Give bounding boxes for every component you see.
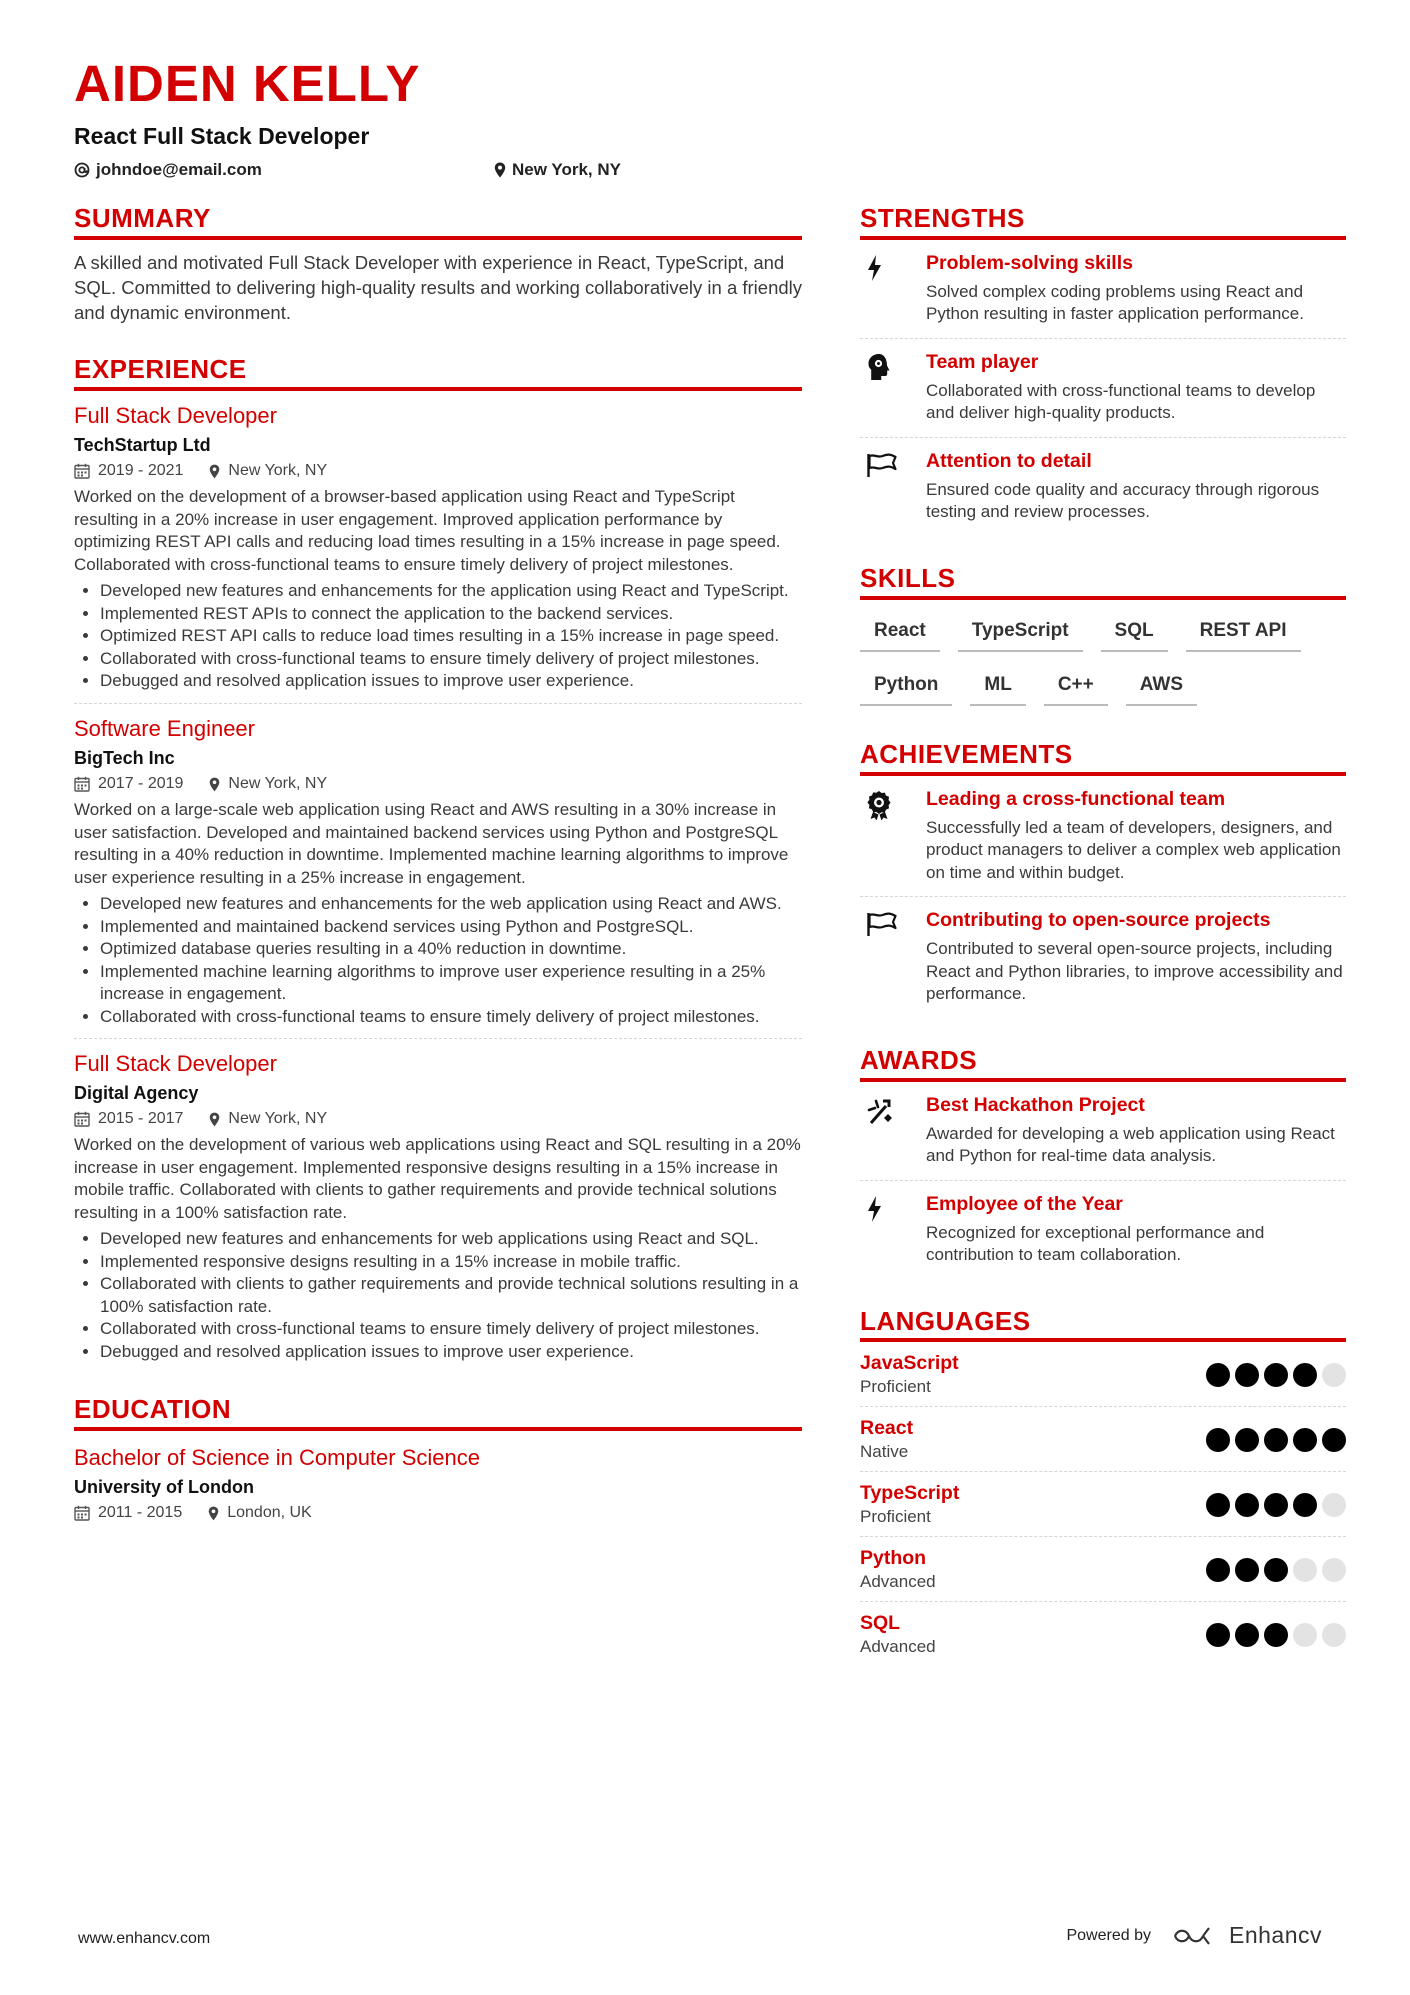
bullet-item: • Collaborated with cross-functional teams to ensure timely delivery of project milestones. xyxy=(100,648,802,671)
language-item xyxy=(860,1472,1346,1537)
strength-title: Team player xyxy=(926,350,1039,373)
education-dates: 2011 - 2015 xyxy=(98,1504,183,1522)
job-location: New York, NY xyxy=(228,1110,328,1128)
rating-dot-filled xyxy=(1264,1363,1288,1387)
candidate-role: React Full Stack Developer xyxy=(74,123,370,149)
bullet-item: • Collaborated with clients to gather requirements and provide technical solutions resulting in a 100% satisfaction rate. xyxy=(100,1273,802,1318)
school-name: University of London xyxy=(74,1477,254,1498)
awards-section xyxy=(860,1046,1346,1279)
language-level: Advanced xyxy=(860,1572,936,1592)
rating-dot-filled xyxy=(1235,1558,1259,1582)
job-description: Worked on a large-scale web application using React and AWS resulting in a 30% increase in user satisfaction. Developed and maintained backend services using Python and PostgreSQL resulting in a 40% reduction in downtime. Implemented machine learning algorithms to improve user experience resulting in a 25% increase in engagement. xyxy=(74,800,789,887)
language-level: Advanced xyxy=(860,1637,936,1657)
location-pin-icon xyxy=(209,1112,220,1127)
bullet-item: • Debugged and resolved application issues to improve user experience. xyxy=(100,1341,802,1364)
rating-dot-filled xyxy=(1235,1363,1259,1387)
email-text: johndoe@email.com xyxy=(96,160,262,179)
language-name: SQL xyxy=(860,1612,901,1635)
bullet-item: • Developed new features and enhancements for the application using React and TypeScript. xyxy=(100,580,802,603)
location-pin-icon xyxy=(209,777,220,792)
contact-location xyxy=(494,160,621,180)
education-heading: EDUCATION xyxy=(74,1395,802,1431)
strength-desc: Collaborated with cross-functional teams to develop and deliver high-quality products. xyxy=(926,380,1316,423)
strength-item xyxy=(860,438,1346,536)
language-item xyxy=(860,1342,1346,1407)
bullet-item: • Optimized database queries resulting in a 40% reduction in downtime. xyxy=(100,938,802,961)
contact-row xyxy=(74,160,1344,180)
bullet-item: • Implemented responsive designs resulting in a 15% increase in mobile traffic. xyxy=(100,1251,802,1274)
languages-section xyxy=(860,1307,1346,1667)
bullet-item: • Developed new features and enhancements for web applications using React and SQL. xyxy=(100,1228,802,1251)
job-description: Worked on the development of a browser-based application using React and TypeScript resulting in a 20% increase in user engagement. Improved application performance by optimizing REST API calls and reducing load times resulting in a 15% increase in page speed. Collaborated with cross-functional teams to ensure timely delivery of project milestones. xyxy=(74,487,781,574)
contact-email[interactable] xyxy=(74,160,494,180)
bullet-item: • Collaborated with cross-functional teams to ensure timely delivery of project milestones. xyxy=(100,1006,802,1029)
language-rating xyxy=(1206,1493,1346,1517)
education-location: London, UK xyxy=(227,1504,312,1522)
bullet-item: • Debugged and resolved application issues to improve user experience. xyxy=(100,670,802,693)
job-dates: 2017 - 2019 xyxy=(98,775,184,793)
award-title: Employee of the Year xyxy=(926,1192,1123,1215)
job-location: New York, NY xyxy=(228,775,328,793)
lightning-icon xyxy=(866,254,884,282)
achievement-desc: Successfully led a team of developers, designers, and product managers to deliver a complex web application on time and within budget. xyxy=(926,817,1341,882)
company-name: BigTech Inc xyxy=(74,748,175,769)
rating-dot-filled xyxy=(1293,1493,1317,1517)
target-icon xyxy=(866,1096,896,1126)
rating-dot-filled xyxy=(1264,1623,1288,1647)
enhancv-logo-icon xyxy=(1173,1924,1221,1948)
job-meta xyxy=(74,462,802,480)
rating-dot-filled xyxy=(1322,1428,1346,1452)
summary-heading: SUMMARY xyxy=(74,204,802,240)
award-item xyxy=(860,1181,1346,1279)
language-name: JavaScript xyxy=(860,1352,959,1375)
achievement-item xyxy=(860,776,1346,898)
language-level: Proficient xyxy=(860,1507,931,1527)
skill-tag: SQL xyxy=(1101,616,1168,652)
rating-dot-filled xyxy=(1235,1428,1259,1452)
skill-tag: ML xyxy=(970,670,1025,706)
skills-list xyxy=(860,616,1346,706)
award-item xyxy=(860,1082,1346,1181)
rating-dot-empty xyxy=(1322,1623,1346,1647)
language-level: Native xyxy=(860,1442,909,1462)
job-meta xyxy=(74,1110,802,1128)
rating-dot-filled xyxy=(1293,1363,1317,1387)
job-bullets xyxy=(74,580,802,693)
strengths-section xyxy=(860,204,1346,536)
right-column xyxy=(860,204,1346,1696)
flag-icon xyxy=(866,911,898,937)
rating-dot-empty xyxy=(1293,1558,1317,1582)
job-bullets xyxy=(74,1228,802,1363)
job-dates: 2015 - 2017 xyxy=(98,1110,184,1128)
job-description: Worked on the development of various web applications using React and SQL resulting in a 20% increase in user engagement. Implemented responsive designs resulting in a 15% increase in mobile traffic. Collaborated with clients to gather requirements and provide technical solutions resulting in a 100% satisfaction rate. xyxy=(74,1135,801,1222)
calendar-icon xyxy=(74,1111,90,1127)
skill-tag: REST API xyxy=(1186,616,1301,652)
brand-logo[interactable] xyxy=(1173,1922,1322,1949)
flag-icon xyxy=(866,452,898,478)
medal-icon xyxy=(866,790,892,820)
rating-dot-filled xyxy=(1206,1363,1230,1387)
education-meta xyxy=(74,1504,802,1522)
skills-section xyxy=(860,564,1346,706)
bullet-item: • Implemented machine learning algorithms to improve user experience resulting in a 25% increase in engagement. xyxy=(100,961,802,1006)
footer-website[interactable]: www.enhancv.com xyxy=(78,1930,211,1947)
rating-dot-filled xyxy=(1264,1493,1288,1517)
location-pin-icon xyxy=(494,162,506,178)
achievement-title: Leading a cross-functional team xyxy=(926,787,1226,810)
calendar-icon xyxy=(74,1505,90,1521)
experience-heading: EXPERIENCE xyxy=(74,355,802,391)
language-item xyxy=(860,1407,1346,1472)
rating-dot-filled xyxy=(1206,1558,1230,1582)
achievements-section xyxy=(860,740,1346,1018)
left-column xyxy=(74,204,802,1552)
language-item xyxy=(860,1602,1346,1666)
job-location: New York, NY xyxy=(228,462,328,480)
language-name: Python xyxy=(860,1547,927,1570)
experience-section xyxy=(74,355,802,1374)
footer-branding xyxy=(1066,1922,1322,1949)
powered-by-text: Powered by xyxy=(1066,1926,1151,1944)
strength-title: Attention to detail xyxy=(926,449,1092,472)
achievement-desc: Contributed to several open-source projects, including React and Python libraries, to improve accessibility and performance. xyxy=(926,939,1343,1004)
achievement-item xyxy=(860,897,1346,1018)
rating-dot-empty xyxy=(1322,1558,1346,1582)
language-name: React xyxy=(860,1417,914,1440)
skill-tag: C++ xyxy=(1044,670,1108,706)
company-name: Digital Agency xyxy=(74,1083,199,1104)
rating-dot-filled xyxy=(1206,1428,1230,1452)
experience-item xyxy=(74,391,802,704)
calendar-icon xyxy=(74,776,90,792)
lightning-icon xyxy=(866,1195,884,1223)
rating-dot-filled xyxy=(1264,1558,1288,1582)
strength-title: Problem-solving skills xyxy=(926,251,1133,274)
award-title: Best Hackathon Project xyxy=(926,1093,1145,1116)
location-text: New York, NY xyxy=(512,160,621,179)
education-section xyxy=(74,1395,802,1522)
degree-title: Bachelor of Science in Computer Science xyxy=(74,1445,480,1471)
summary-section xyxy=(74,204,802,325)
skills-heading: SKILLS xyxy=(860,564,1346,600)
at-sign-icon xyxy=(74,162,90,178)
bullet-item: • Collaborated with cross-functional teams to ensure timely delivery of project milestones. xyxy=(100,1318,802,1341)
rating-dot-empty xyxy=(1322,1363,1346,1387)
rating-dot-empty xyxy=(1293,1623,1317,1647)
location-pin-icon xyxy=(209,464,220,479)
award-desc: Recognized for exceptional performance and contribution to team collaboration. xyxy=(926,1222,1265,1265)
job-title: Full Stack Developer xyxy=(74,1051,277,1077)
strength-item xyxy=(860,240,1346,339)
skill-tag: TypeScript xyxy=(958,616,1083,652)
calendar-icon xyxy=(74,463,90,479)
job-title: Full Stack Developer xyxy=(74,402,277,428)
rating-dot-empty xyxy=(1322,1493,1346,1517)
job-title: Software Engineer xyxy=(74,715,255,741)
strength-desc: Solved complex coding problems using React and Python resulting in faster application performance. xyxy=(926,281,1304,324)
skill-tag: React xyxy=(860,616,940,652)
language-rating xyxy=(1206,1623,1346,1647)
languages-heading: LANGUAGES xyxy=(860,1307,1346,1343)
awards-heading: AWARDS xyxy=(860,1046,1346,1082)
job-meta xyxy=(74,775,802,793)
rating-dot-filled xyxy=(1206,1493,1230,1517)
language-rating xyxy=(1206,1428,1346,1452)
rating-dot-filled xyxy=(1264,1428,1288,1452)
summary-text: A skilled and motivated Full Stack Developer with experience in React, TypeScript, and SQL. Committed to delivering high-quality results and working collaboratively in a friendly and dynamic environment. xyxy=(74,251,803,323)
rating-dot-filled xyxy=(1235,1623,1259,1647)
rating-dot-filled xyxy=(1293,1428,1317,1452)
bullet-item: • Developed new features and enhancements for the web application using React and AWS. xyxy=(100,893,802,916)
job-bullets xyxy=(74,893,802,1028)
language-item xyxy=(860,1537,1346,1602)
job-dates: 2019 - 2021 xyxy=(98,462,184,480)
bullet-item: • Optimized REST API calls to reduce load times resulting in a 15% increase in page speed. xyxy=(100,625,802,648)
languages-list xyxy=(860,1342,1346,1666)
language-rating xyxy=(1206,1558,1346,1582)
head-icon xyxy=(866,353,892,381)
rating-dot-filled xyxy=(1206,1623,1230,1647)
achievements-heading: ACHIEVEMENTS xyxy=(860,740,1346,776)
brand-name: Enhancv xyxy=(1228,1922,1322,1948)
strength-item xyxy=(860,339,1346,438)
skill-tag: AWS xyxy=(1126,670,1197,706)
strength-desc: Ensured code quality and accuracy through rigorous testing and review processes. xyxy=(926,479,1320,522)
resume-header xyxy=(74,55,1344,180)
company-name: TechStartup Ltd xyxy=(74,435,211,456)
language-rating xyxy=(1206,1363,1346,1387)
location-pin-icon xyxy=(208,1506,219,1521)
candidate-name: AIDEN KELLY xyxy=(74,55,421,112)
bullet-item: • Implemented and maintained backend services using Python and PostgreSQL. xyxy=(100,916,802,939)
language-level: Proficient xyxy=(860,1377,931,1397)
bullet-item: • Implemented REST APIs to connect the application to the backend services. xyxy=(100,603,802,626)
skill-tag: Python xyxy=(860,670,952,706)
achievement-title: Contributing to open-source projects xyxy=(926,909,1271,932)
strengths-heading: STRENGTHS xyxy=(860,204,1346,240)
language-name: TypeScript xyxy=(860,1482,960,1505)
award-desc: Awarded for developing a web application using React and Python for real-time data analysis. xyxy=(926,1123,1335,1166)
rating-dot-filled xyxy=(1235,1493,1259,1517)
experience-item xyxy=(74,1039,802,1373)
experience-item xyxy=(74,704,802,1039)
